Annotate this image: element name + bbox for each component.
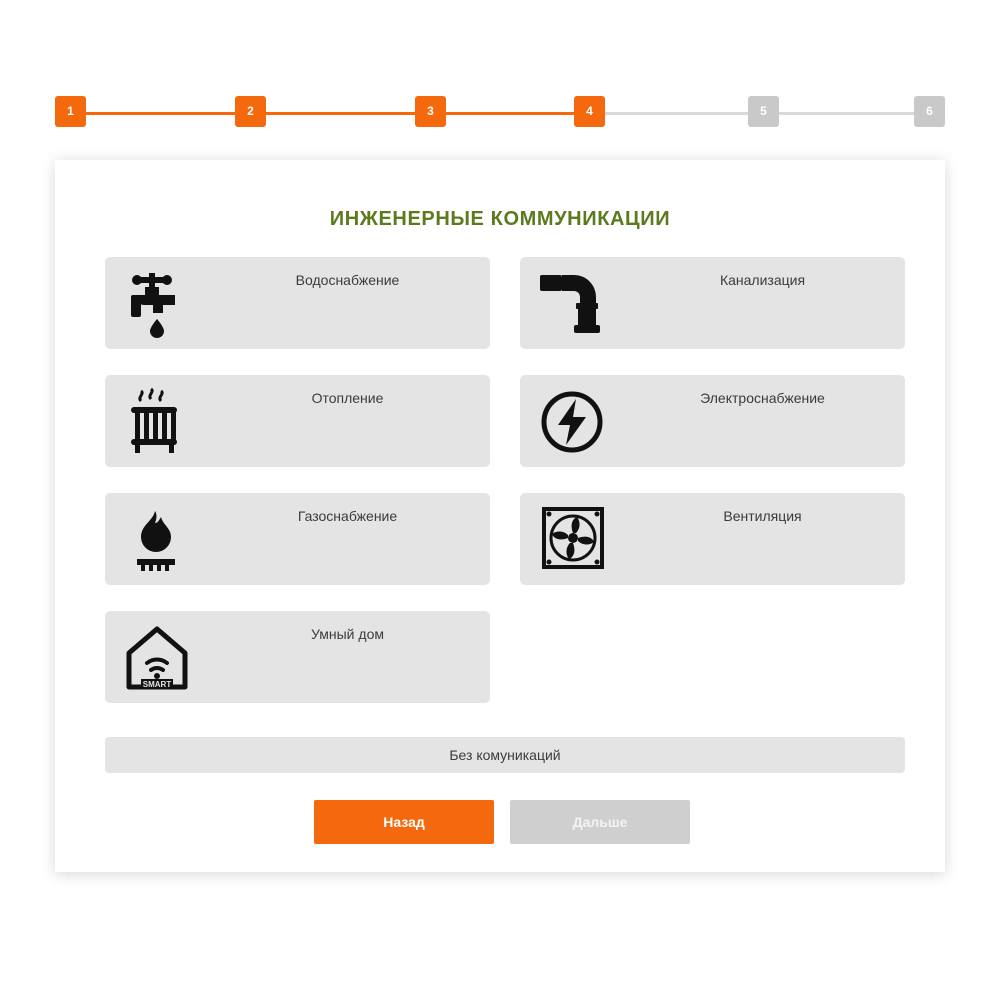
svg-text:SMART: SMART — [142, 680, 172, 689]
step-2-label: 2 — [247, 104, 254, 118]
option-water-supply[interactable] — [105, 257, 490, 349]
option-water-supply-label: Водоснабжение — [295, 272, 400, 288]
option-electricity[interactable] — [520, 375, 905, 467]
sewer-pipe-icon — [538, 269, 610, 339]
gas-flame-icon — [123, 505, 195, 575]
step-4[interactable] — [574, 96, 605, 127]
option-no-communications[interactable] — [105, 737, 905, 773]
wizard-stepper — [55, 96, 945, 132]
option-no-communications-label: Без комуникаций — [449, 747, 561, 763]
option-heating[interactable] — [105, 375, 490, 467]
stepper-progress — [55, 112, 595, 115]
step-2[interactable] — [235, 96, 266, 127]
faucet-icon — [123, 269, 195, 339]
option-smart-home-label: Умный дом — [311, 626, 384, 642]
step-1-label: 1 — [67, 104, 74, 118]
option-heating-label: Отопление — [311, 390, 384, 406]
option-sewerage-label: Канализация — [719, 272, 806, 288]
smart-home-icon — [123, 623, 195, 693]
option-smart-home[interactable] — [105, 611, 490, 703]
next-button[interactable]: Дальше — [510, 800, 690, 844]
step-4-label: 4 — [586, 104, 593, 118]
step-3-label: 3 — [427, 104, 434, 118]
step-5[interactable] — [748, 96, 779, 127]
page-title: ИНЖЕНЕРНЫЕ КОММУНИКАЦИИ — [329, 208, 671, 230]
electricity-bolt-icon — [538, 387, 610, 457]
ventilation-fan-icon — [538, 505, 610, 575]
back-button[interactable]: Назад — [314, 800, 494, 844]
step-3[interactable] — [415, 96, 446, 127]
step-6-label: 6 — [926, 104, 933, 118]
radiator-icon — [123, 387, 195, 457]
option-sewerage[interactable] — [520, 257, 905, 349]
option-ventilation-label: Вентиляция — [723, 508, 802, 524]
option-gas-supply-label: Газоснабжение — [297, 508, 398, 524]
wizard-card — [55, 160, 945, 872]
step-1[interactable] — [55, 96, 86, 127]
option-ventilation[interactable] — [520, 493, 905, 585]
option-gas-supply[interactable] — [105, 493, 490, 585]
step-6[interactable] — [914, 96, 945, 127]
option-electricity-label: Электроснабжение — [700, 390, 825, 406]
step-5-label: 5 — [760, 104, 767, 118]
